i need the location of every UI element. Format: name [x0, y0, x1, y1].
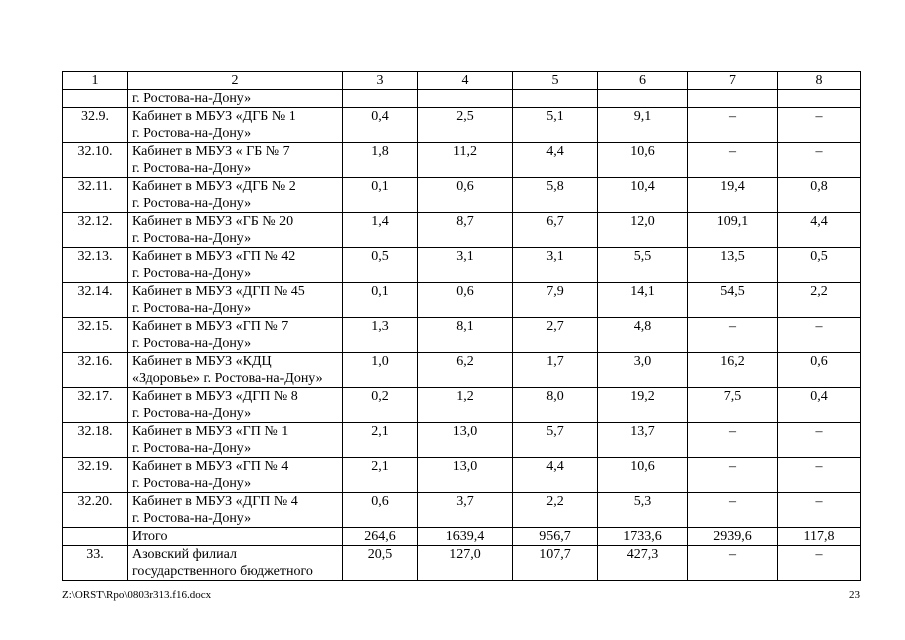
- value-cell: 5,8: [513, 178, 598, 213]
- header-cell: 7: [688, 72, 778, 90]
- row-number: 32.11.: [63, 178, 128, 213]
- value-cell: 0,5: [778, 248, 861, 283]
- table-row: [63, 423, 861, 458]
- value-cell: –: [778, 458, 861, 493]
- value-cell: –: [688, 423, 778, 458]
- value-cell: 3,7: [418, 493, 513, 528]
- value-cell: 1,7: [513, 353, 598, 388]
- value-cell: 107,7: [513, 546, 598, 581]
- header-cell: 2: [128, 72, 343, 90]
- value-cell: 2,1: [343, 458, 418, 493]
- header-cell: 4: [418, 72, 513, 90]
- value-cell: 5,3: [598, 493, 688, 528]
- file-path-footer: Z:\ORST\Rpo\0803r313.f16.docx: [62, 589, 212, 601]
- value-cell: 8,7: [418, 213, 513, 248]
- row-name: [128, 318, 343, 353]
- value-cell: 4,8: [598, 318, 688, 353]
- value-cell: 12,0: [598, 213, 688, 248]
- row-name-line-2: г. Ростова-на-Дону»: [132, 161, 252, 176]
- value-cell: –: [688, 143, 778, 178]
- row-name: [128, 528, 343, 546]
- value-cell: 11,2: [418, 143, 513, 178]
- value-cell: 1,3: [343, 318, 418, 353]
- header-cell: 5: [513, 72, 598, 90]
- value-cell: 0,6: [343, 493, 418, 528]
- value-cell: 6,7: [513, 213, 598, 248]
- value-cell: 3,1: [418, 248, 513, 283]
- row-name-line-2: государственного бюджетного: [132, 564, 313, 579]
- row-name: [128, 143, 343, 178]
- row-number: [63, 528, 128, 546]
- row-name-line-1: Кабинет в МБУЗ «ГБ № 20: [132, 214, 294, 229]
- value-cell: 13,0: [418, 458, 513, 493]
- row-number: 32.20.: [63, 493, 128, 528]
- value-cell: 2,1: [343, 423, 418, 458]
- row-name-line-1: Кабинет в МБУЗ «ГП № 1: [132, 424, 289, 439]
- value-cell: 109,1: [688, 213, 778, 248]
- row-name: [128, 178, 343, 213]
- value-cell: 127,0: [418, 546, 513, 581]
- value-cell: 1,8: [343, 143, 418, 178]
- page-number: 23: [849, 589, 860, 601]
- table-row: [63, 546, 861, 581]
- table-row: [63, 213, 861, 248]
- row-name-line-2: г. Ростова-на-Дону»: [132, 336, 252, 351]
- table-row: [63, 493, 861, 528]
- value-cell: 0,5: [343, 248, 418, 283]
- row-name: [128, 108, 343, 143]
- table-row: [63, 108, 861, 143]
- table-row: [63, 248, 861, 283]
- row-name: [128, 423, 343, 458]
- continuation-row: [63, 90, 861, 108]
- row-name-line-2: г. Ростова-на-Дону»: [132, 126, 252, 141]
- value-cell: –: [688, 493, 778, 528]
- row-name-line-2: «Здоровье» г. Ростова-на-Дону»: [132, 371, 323, 386]
- total-row: [63, 528, 861, 546]
- row-name-line-1: Кабинет в МБУЗ « ГБ № 7: [132, 144, 290, 159]
- row-name-line-2: г. Ростова-на-Дону»: [132, 476, 252, 491]
- value-cell: 2,2: [513, 493, 598, 528]
- header-cell: 8: [778, 72, 861, 90]
- row-number: 32.17.: [63, 388, 128, 423]
- value-cell: 5,5: [598, 248, 688, 283]
- row-number: 32.18.: [63, 423, 128, 458]
- header-cell: 6: [598, 72, 688, 90]
- value-cell: 10,6: [598, 143, 688, 178]
- row-name: [128, 248, 343, 283]
- row-number: 32.16.: [63, 353, 128, 388]
- table-row: [63, 318, 861, 353]
- value-cell: 0,6: [418, 178, 513, 213]
- row-name-line-2: г. Ростова-на-Дону»: [132, 441, 252, 456]
- row-name-line-1: Кабинет в МБУЗ «КДЦ: [132, 354, 272, 369]
- value-cell: 0,2: [343, 388, 418, 423]
- value-cell: 1,2: [418, 388, 513, 423]
- table-cell: [598, 90, 688, 108]
- data-table: [62, 71, 861, 581]
- row-number: 32.12.: [63, 213, 128, 248]
- row-name-line-1: Азовский филиал: [132, 547, 237, 562]
- row-name-line-2: г. Ростова-на-Дону»: [132, 406, 252, 421]
- value-cell: 7,5: [688, 388, 778, 423]
- value-cell: 0,1: [343, 283, 418, 318]
- table-row: [63, 143, 861, 178]
- table-cell: [778, 90, 861, 108]
- value-cell: 2939,6: [688, 528, 778, 546]
- row-number: 32.9.: [63, 108, 128, 143]
- value-cell: 4,4: [778, 213, 861, 248]
- row-name-line-2: г. Ростова-на-Дону»: [132, 196, 252, 211]
- value-cell: 9,1: [598, 108, 688, 143]
- value-cell: 13,0: [418, 423, 513, 458]
- row-number: 32.19.: [63, 458, 128, 493]
- table-cell: [513, 90, 598, 108]
- continuation-text: г. Ростова-на-Дону»: [128, 90, 343, 108]
- value-cell: 1,4: [343, 213, 418, 248]
- row-name-line: Итого: [132, 529, 168, 544]
- value-cell: 7,9: [513, 283, 598, 318]
- value-cell: –: [778, 318, 861, 353]
- row-name: [128, 388, 343, 423]
- value-cell: –: [778, 108, 861, 143]
- row-name-line-1: Кабинет в МБУЗ «ГП № 42: [132, 249, 296, 264]
- value-cell: 6,2: [418, 353, 513, 388]
- value-cell: 0,4: [778, 388, 861, 423]
- value-cell: 117,8: [778, 528, 861, 546]
- value-cell: 5,7: [513, 423, 598, 458]
- row-number: 32.13.: [63, 248, 128, 283]
- value-cell: 2,2: [778, 283, 861, 318]
- value-cell: 0,4: [343, 108, 418, 143]
- value-cell: 0,6: [418, 283, 513, 318]
- table-row: [63, 458, 861, 493]
- value-cell: 10,6: [598, 458, 688, 493]
- value-cell: –: [778, 493, 861, 528]
- row-name: [128, 546, 343, 581]
- row-number: 33.: [63, 546, 128, 581]
- value-cell: 10,4: [598, 178, 688, 213]
- value-cell: 0,6: [778, 353, 861, 388]
- row-name-line-2: г. Ростова-на-Дону»: [132, 511, 252, 526]
- value-cell: 14,1: [598, 283, 688, 318]
- value-cell: 5,1: [513, 108, 598, 143]
- value-cell: 0,8: [778, 178, 861, 213]
- value-cell: –: [688, 546, 778, 581]
- value-cell: –: [688, 318, 778, 353]
- row-number: 32.15.: [63, 318, 128, 353]
- value-cell: 3,0: [598, 353, 688, 388]
- value-cell: –: [778, 143, 861, 178]
- row-name: [128, 283, 343, 318]
- value-cell: 2,5: [418, 108, 513, 143]
- row-name-line-1: Кабинет в МБУЗ «ДГБ № 2: [132, 179, 296, 194]
- table-cell: [688, 90, 778, 108]
- row-name: [128, 458, 343, 493]
- row-name: [128, 493, 343, 528]
- value-cell: 8,0: [513, 388, 598, 423]
- row-name-line-1: Кабинет в МБУЗ «ДГП № 8: [132, 389, 298, 404]
- value-cell: 1639,4: [418, 528, 513, 546]
- row-number: 32.14.: [63, 283, 128, 318]
- value-cell: 8,1: [418, 318, 513, 353]
- row-name-line-1: Кабинет в МБУЗ «ДГП № 4: [132, 494, 298, 509]
- row-number: 32.10.: [63, 143, 128, 178]
- value-cell: 4,4: [513, 143, 598, 178]
- value-cell: 54,5: [688, 283, 778, 318]
- row-name-line-2: г. Ростова-на-Дону»: [132, 301, 252, 316]
- value-cell: 2,7: [513, 318, 598, 353]
- value-cell: –: [778, 423, 861, 458]
- value-cell: 1,0: [343, 353, 418, 388]
- value-cell: –: [688, 458, 778, 493]
- value-cell: 956,7: [513, 528, 598, 546]
- table-row: [63, 178, 861, 213]
- value-cell: 427,3: [598, 546, 688, 581]
- header-cell: 3: [343, 72, 418, 90]
- value-cell: 13,5: [688, 248, 778, 283]
- value-cell: 19,2: [598, 388, 688, 423]
- value-cell: 20,5: [343, 546, 418, 581]
- table-cell: [418, 90, 513, 108]
- value-cell: 264,6: [343, 528, 418, 546]
- row-name-line-1: Кабинет в МБУЗ «ГП № 7: [132, 319, 289, 334]
- value-cell: 16,2: [688, 353, 778, 388]
- row-name-line-1: Кабинет в МБУЗ «ДГБ № 1: [132, 109, 296, 124]
- table-cell: [63, 90, 128, 108]
- row-name-line-1: Кабинет в МБУЗ «ГП № 4: [132, 459, 289, 474]
- value-cell: 0,1: [343, 178, 418, 213]
- value-cell: 3,1: [513, 248, 598, 283]
- table-row: [63, 353, 861, 388]
- row-name-line-2: г. Ростова-на-Дону»: [132, 231, 252, 246]
- value-cell: 4,4: [513, 458, 598, 493]
- header-cell: 1: [63, 72, 128, 90]
- row-name-line-1: Кабинет в МБУЗ «ДГП № 45: [132, 284, 305, 299]
- table-row: [63, 283, 861, 318]
- value-cell: 13,7: [598, 423, 688, 458]
- value-cell: 1733,6: [598, 528, 688, 546]
- value-cell: 19,4: [688, 178, 778, 213]
- value-cell: –: [688, 108, 778, 143]
- value-cell: –: [778, 546, 861, 581]
- row-name: [128, 213, 343, 248]
- column-number-row: [63, 72, 861, 90]
- row-name-line-2: г. Ростова-на-Дону»: [132, 266, 252, 281]
- table-cell: [343, 90, 418, 108]
- row-name: [128, 353, 343, 388]
- table-row: [63, 388, 861, 423]
